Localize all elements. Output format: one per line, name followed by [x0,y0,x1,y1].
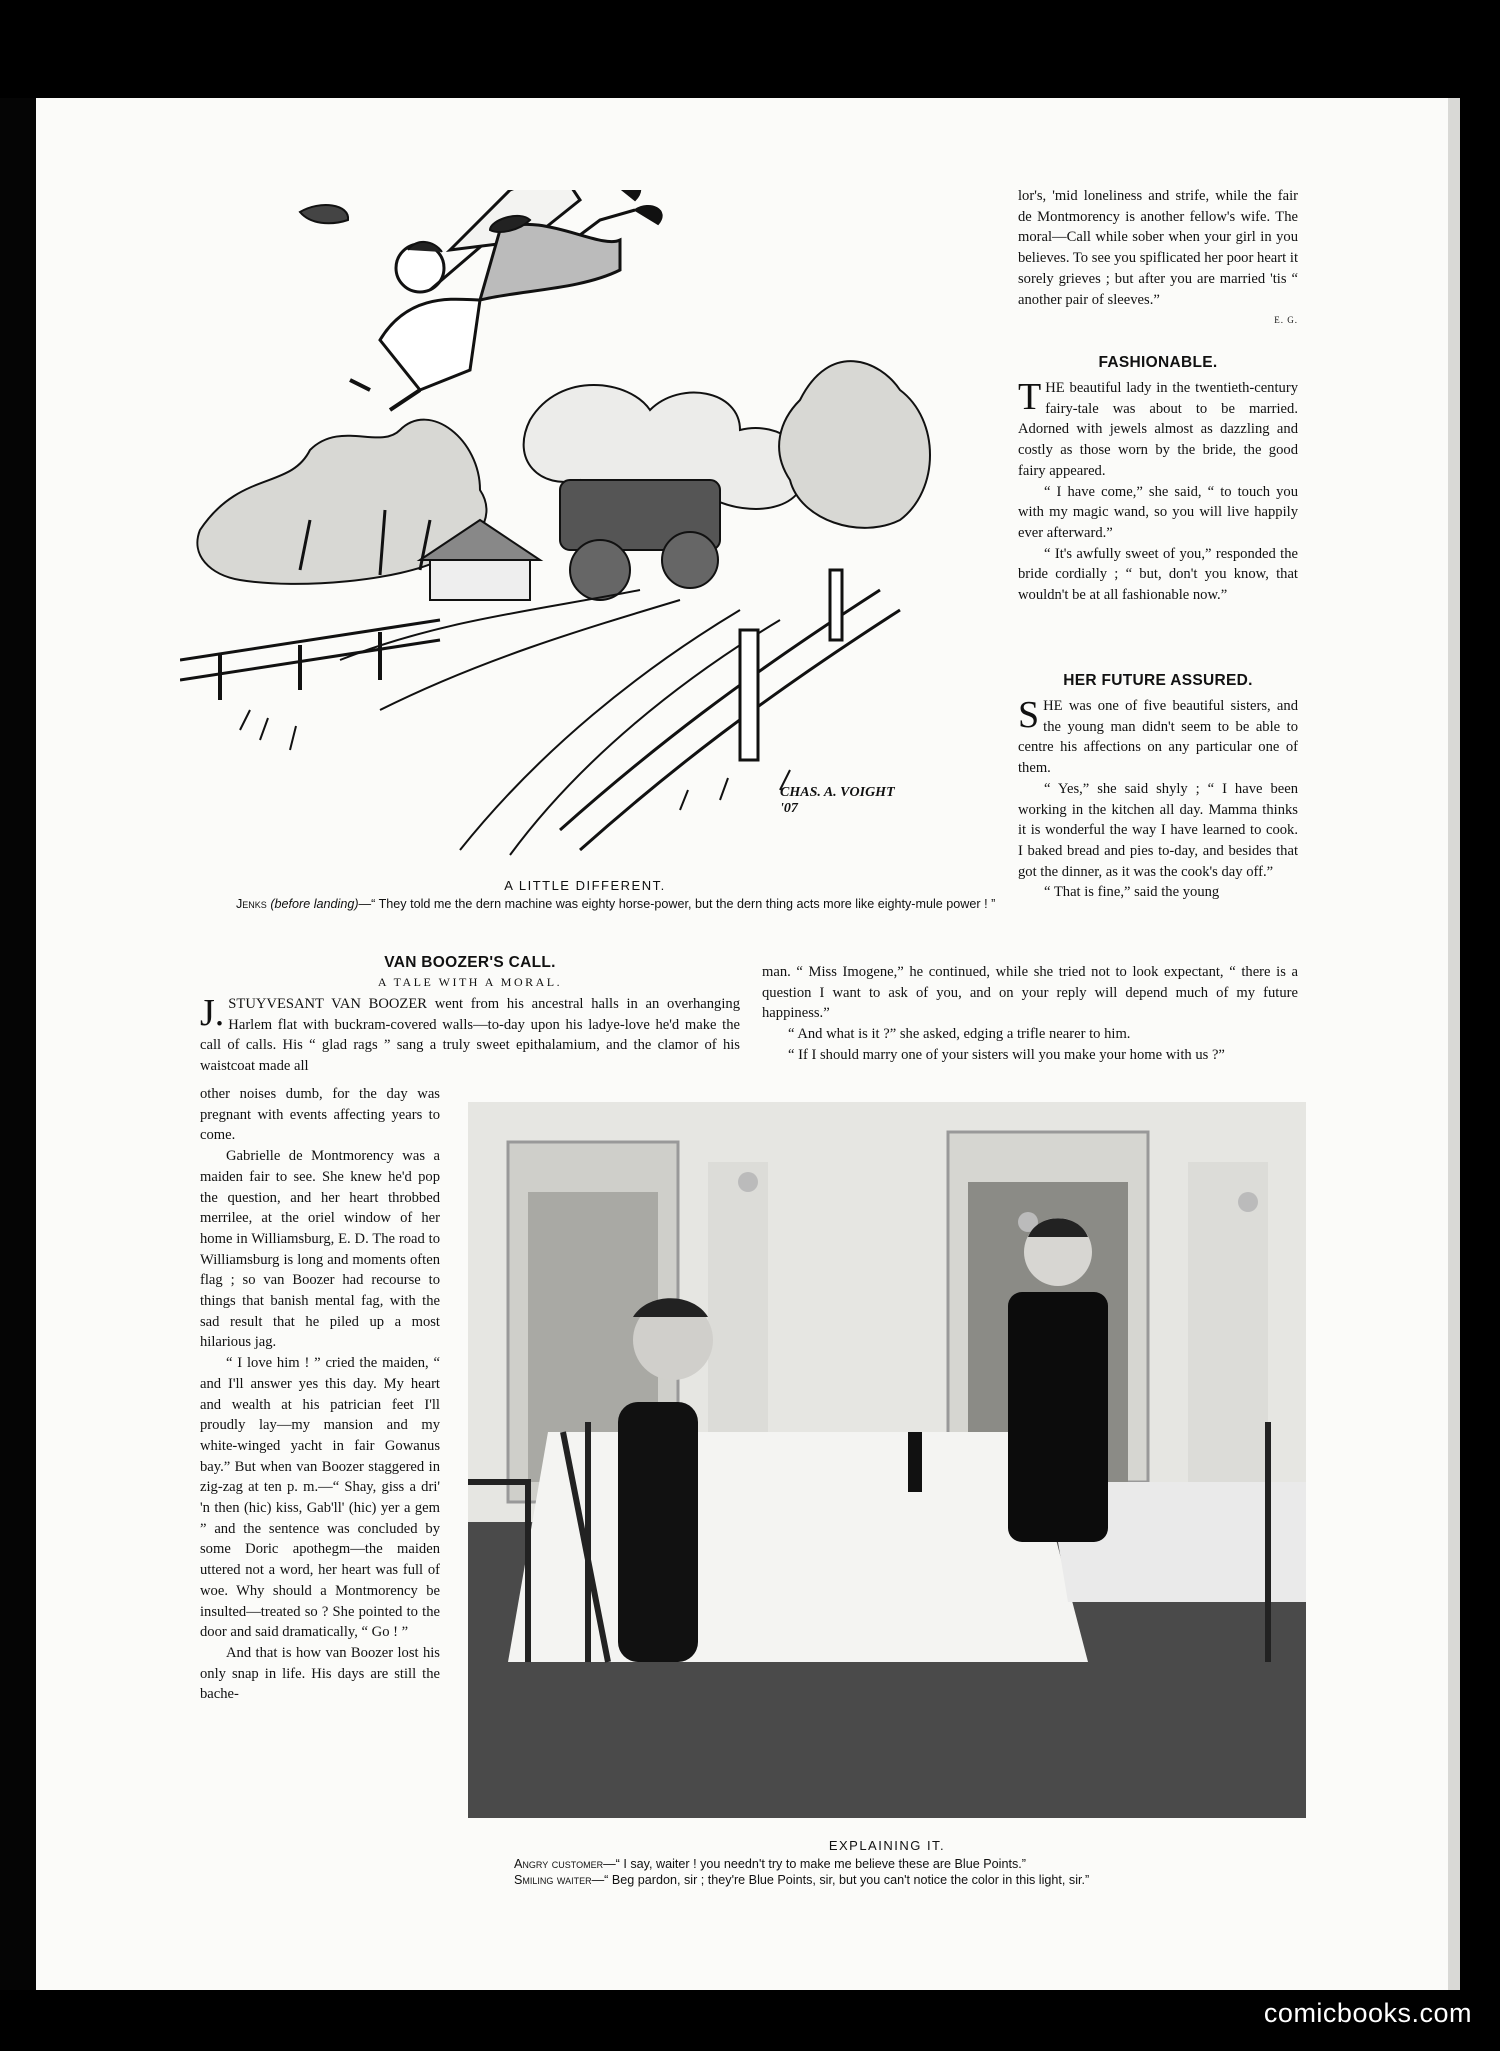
vanboozer-p1: other noises dumb, for the day was pregnant with events affecting years to come. [200,1086,440,1144]
article-author: E. G. [1274,315,1298,326]
vanboozer-lead [200,994,740,1077]
future-title: HER FUTURE ASSURED. [1063,672,1253,689]
future-cont-1: man. “ Miss Imogene,” he continued, while she tried not to look expectant, “ there is a question I want to ask of you, and on your reply will depend much of my future happiness.” [762,964,1298,1022]
vanboozer-p2: Gabrielle de Montmorency was a maiden fair to see. She knew he'd pop the question, and her heart throbbed merrilee, at the oriel window of her home in Williamsburg, E. D. The road to Williamsburg is long and moments often flag ; so van Boozer had recourse to things that banish mental fag, with the sad result that he piled up a most hilarious jag. [200,1148,440,1351]
fashionable-paragraph-1 [1018,378,1298,482]
fashionable-dropcap: T [1018,376,1042,418]
caption-speaker-2: Smiling waiter [514,1873,592,1887]
vanboozer-title: VAN BOOZER'S CALL. [384,954,556,971]
page-gutter [1448,98,1460,1990]
caption-line-1 [514,1856,1314,1872]
caption-line-2 [514,1872,1314,1888]
vanboozer-lead-paragraph [200,994,740,1077]
cartoon-a-little-different [180,190,990,860]
vanboozer-p3: “ I love him ! ” cried the maiden, “ and I'll answer yes this day. My heart and wealth at his patrician feet I'll proudly lay—my mansion and my white-winged yacht in fair Gowanus bay.” But when van Boozer staggered in zig-zag at ten p. m.—“ Shay, giss a dri' 'n then (hic) kiss, Gab'll' (hic) yer a gem ” and the sentence was concluded by some Doric apothegm—the maiden uttered not a word, her heart was full of woe. Why should a Montmorency be insulted—treated so ? She pointed to the door and said dramatically, “ Go ! ” [200,1355,440,1641]
vanboozer-dropcap: J. [200,992,225,1034]
future-first-word: HE [1043,698,1063,714]
continuation-paragraph: lor's, 'mid loneliness and strife, while the fair de Montmorency is another fellow's wife. The moral—Call while sober when your girl in you believes. To see you spiflicated her poor heart it sorely grieves ; but after you are married 'tis “ another pair of sleeves.” [1018,188,1298,308]
cartoon1-caption-title: A LITTLE DIFFERENT. [504,878,666,893]
fashionable-article [1018,378,1298,606]
caption-stage-direction: (before landing) [270,897,359,911]
cartoon2-caption [514,1856,1314,1888]
future-article [1018,696,1298,903]
caption-speaker: Jenks [236,897,267,911]
vanboozer-narrow-column [200,1084,440,1705]
future-p1-text: was one of five beautiful sisters, and the young man didn't seem to be able to centre his affections on any particular one of them. [1018,698,1298,777]
future-continuation [762,962,1298,1066]
site-watermark: comicbooks.com [1263,1998,1472,2028]
flying-man-figure [300,190,662,410]
vanboozer-p4: And that is how van Boozer lost his only snap in life. His days are still the bache- [200,1644,440,1703]
restaurant-illustration [468,1102,1306,1818]
fashionable-first-word: HE [1045,380,1065,396]
caption-quote-1: —“ I say, waiter ! you needn't try to make me believe these are Blue Points.” [603,1857,1026,1871]
fashionable-paragraph-3: “ It's awfully sweet of you,” responded the bride cordially ; “ but, don't you know, that wouldn't be at all fashionable now.” [1018,545,1298,604]
caption-quote-2: —“ Beg pardon, sir ; they're Blue Points, sir, but you can't notice the color in this light, sir.” [591,1873,1090,1887]
photo-explaining-it [468,1102,1306,1818]
future-cont-2: “ And what is it ?” she asked, edging a trifle nearer to him. [788,1026,1131,1043]
future-cont-3: “ If I should marry one of your sisters will you make your home with us ?” [788,1046,1225,1063]
fashionable-paragraph-2: “ I have come,” she said, “ to touch you with my magic wand, so you will live happily ever afterward.” [1018,483,1298,541]
vanboozer-subtitle: A TALE WITH A MORAL. [377,975,563,989]
future-paragraph-3: “ That is fine,” said the young [1044,884,1220,901]
cartoon2-caption-title: EXPLAINING IT. [828,1838,946,1853]
caption-speaker-1: Angry customer [514,1857,604,1871]
scan-left-edge [0,98,36,1990]
future-dropcap: S [1018,694,1040,736]
fashionable-p1-text: beautiful lady in the twentieth-century fairy-tale was about to be married. Adorned with jewels almost as dazzling and costly as those worn by the bride, the good fairy appeared. [1018,380,1298,479]
caption-quote: —“ They told me the dern machine was eighty horse-power, but the dern thing acts more like eighty-mule power ! ” [358,897,996,911]
cartoon-signature: CHAS. A. VOIGHT '07 [780,785,895,816]
article-continuation-column [1018,186,1298,331]
fashionable-title: FASHIONABLE. [1098,354,1218,371]
future-paragraph-1 [1018,696,1298,779]
cartoon-illustration [180,190,990,860]
vanboozer-lead-text: STUYVESANT VAN BOOZER went from his ancestral halls in an overhanging Harlem flat with buckram-covered walls—to-day upon his ladye-love he'd make the call of calls. His “ glad rags ” sang a truly sweet epithalamium, and the clamor of his waistcoat made all [200,996,740,1075]
future-paragraph-2: “ Yes,” she said shyly ; “ I have been working in the kitchen all day. Mamma thinks it is wonderful the way I have learned to cook. I baked bread and pies to-day, and besides that got the dinner, as it was the cook's day off.” [1018,780,1298,880]
cartoon1-caption [228,896,998,912]
